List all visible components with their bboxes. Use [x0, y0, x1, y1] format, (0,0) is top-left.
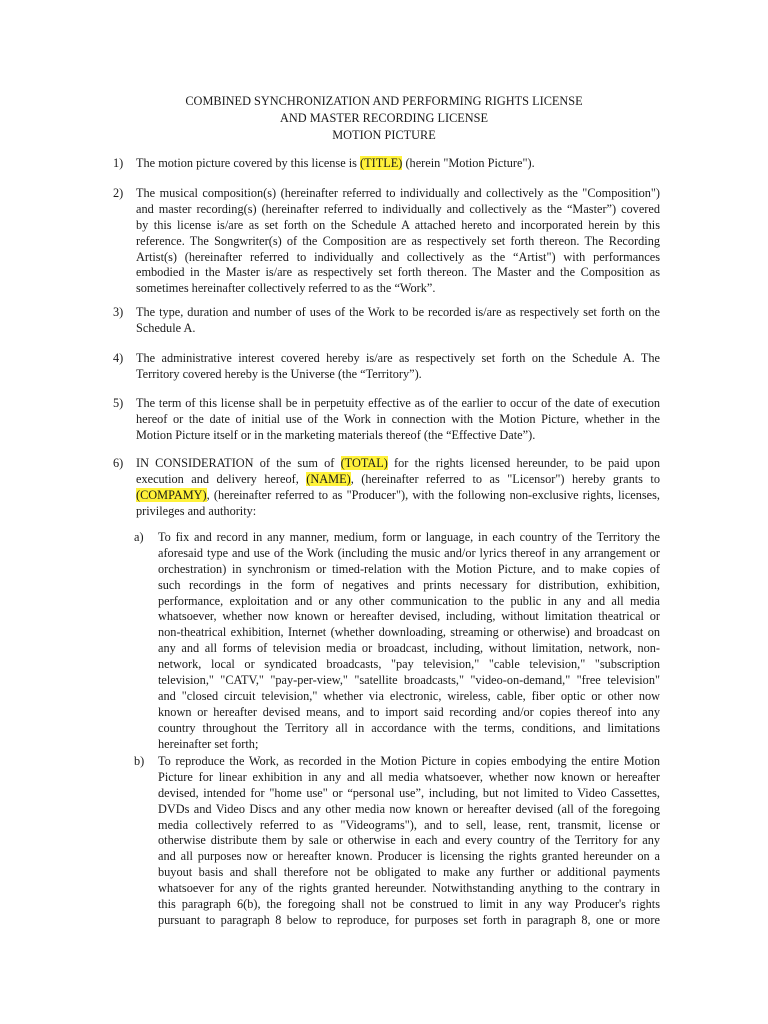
item-number: 2)	[113, 186, 124, 200]
text-line: Territory covered hereby is the Universe (the “Territory”).	[136, 366, 422, 381]
text-line: buyout basis and shall therefore not be obligated to make any further or additional payments	[158, 865, 660, 880]
text-line: The motion picture covered by this license is (TITLE) (herein "Motion Picture").	[136, 156, 535, 170]
item-number: 3)	[113, 305, 124, 319]
text-line: television," "CATV," "pay-per-view," "satellite broadcasts," "video-on-demand," "free television"	[158, 673, 660, 688]
text-line: Motion Picture itself or in the marketing materials thereof (the “Effective Date”).	[136, 427, 536, 442]
text-line: The type, duration and number of uses of the Work to be recorded is/are as respectively set forth on the	[136, 305, 660, 319]
item-text	[136, 396, 660, 444]
text-line: sometimes hereinafter collectively referred to as the “Work”.	[136, 281, 436, 296]
item-number: 1)	[113, 156, 124, 170]
item-number: 6)	[113, 456, 124, 470]
text-line: To fix and record in any manner, medium, form or language, in each country of the Territory the	[158, 530, 660, 544]
item-number: 5)	[113, 396, 124, 410]
text-line: media collectively referred to as "Videograms"), and to sell, lease, rent, transmit, license or	[158, 817, 660, 832]
highlighted-placeholder: (NAME)	[306, 471, 351, 486]
text-line: DVDs and Video Discs and any other media now known or hereafter devised (all of the foregoing	[158, 801, 660, 816]
text-line: aforesaid type and use of the Work (including the music and/or lyrics thereof in any arrangement or	[158, 545, 660, 560]
text-line: known or hereafter devised means, and to import said recording and/or copies thereof into any	[158, 704, 660, 719]
highlighted-placeholder: (TOTAL)	[340, 456, 388, 470]
text-line: any and all forms of television media or broadcast, including, without limitation, network, non-	[158, 641, 660, 656]
item-text	[136, 305, 660, 337]
text-line: execution and delivery hereof, (NAME), (hereinafter referred to as "Licensor") hereby grants to	[136, 471, 660, 486]
item-text	[136, 456, 660, 520]
text-line: pursuant to paragraph 8 below to reproduce, for purposes set forth in paragraph 8, one or more	[158, 912, 660, 927]
text-line: non-theatrical exhibition, Internet (whether downloading, streaming or otherwise) and broadcast on	[158, 625, 660, 640]
highlighted-placeholder: (TITLE)	[360, 156, 403, 170]
text-line: performance, exploitation and or any other communication to the public in any and all media	[158, 593, 660, 608]
text-line: orchestration) in synchronism or timed-relation with the Motion Picture, and to make copies of	[158, 561, 660, 576]
item-text	[136, 156, 660, 172]
subitem-text	[158, 754, 660, 929]
highlighted-placeholder: (COMPAMY)	[136, 487, 207, 502]
text-line: To reproduce the Work, as recorded in the Motion Picture in copies embodying the entire Motion	[158, 754, 660, 768]
text-line: hereof or the date of initial use of the Work in connection with the Motion Picture, whether in the	[136, 411, 660, 426]
text-line: and master recording(s) (hereinafter referred to individually and collectively as the “Master”) covered	[136, 201, 660, 216]
text-line: The term of this license shall be in perpetuity effective as of the earlier to occur of the date of execution	[136, 396, 660, 410]
text-line: hereinafter set forth;	[158, 736, 259, 751]
text-line: (COMPAMY), (hereinafter referred to as "Producer"), with the following non-exclusive rights, licenses,	[136, 487, 660, 502]
subitem-letter: a)	[134, 530, 144, 544]
item-text	[136, 186, 660, 297]
text-line: by this license is/are as set forth on the Schedule A attached hereto and incorporated herein by this	[136, 217, 660, 232]
text-line: such recordings in the form of negatives and prints necessary for distribution, exhibition,	[158, 577, 660, 592]
document-title	[0, 93, 768, 144]
text-line: network, local or syndicated broadcasts, "pay television," "cable television," "subscription	[158, 657, 660, 672]
text-line: Picture for linear exhibition in any and all media whatsoever, whether now known or hereafter	[158, 769, 660, 784]
text-line: and all purposes now or hereafter known. Producer is licensing the rights granted hereunder on a	[158, 849, 660, 864]
text-line: The musical composition(s) (hereinafter referred to individually and collectively as the "Composition")	[136, 186, 660, 200]
text-line: IN CONSIDERATION of the sum of (TOTAL) for the rights licensed hereunder, to be paid upon	[136, 456, 660, 470]
title-line: COMBINED SYNCHRONIZATION AND PERFORMING RIGHTS LICENSE	[185, 94, 583, 108]
text-line: embodied in the Master is/are as respectively set forth thereon. The Master and the Composition as	[136, 265, 660, 280]
text-line: this paragraph 6(b), the foregoing shall not be construed to limit in any way Producer's rights	[158, 897, 660, 912]
text-line: Schedule A.	[136, 320, 196, 335]
text-line: country throughout the Territory all in accordance with the terms, conditions, and limitations	[158, 720, 660, 735]
text-line: devised, intended for "home use" or “personal use”, including, but not limited to Video Cassettes,	[158, 785, 660, 800]
item-text	[136, 351, 660, 383]
subitem-letter: b)	[134, 754, 145, 768]
text-line: and "closed circuit television," whether via electronic, wireless, cable, fiber optic or other now	[158, 688, 660, 703]
subitem-text	[158, 530, 660, 752]
text-line: otherwise distribute them by sale or otherwise in each and every country of the Territory for any	[158, 833, 660, 848]
title-line: MOTION PICTURE	[332, 128, 436, 142]
text-line: whatsoever, whether now known or hereafter devised, including, without limitation theatrical or	[158, 609, 660, 624]
text-line: The administrative interest covered hereby is/are as respectively set forth on the Schedule A. The	[136, 351, 660, 365]
text-line: whatsoever for any of the rights granted hereunder. Notwithstanding anything to the contrary in	[158, 881, 660, 896]
item-number: 4)	[113, 351, 124, 365]
text-line: reference. The Songwriter(s) of the Composition are as respectively set forth thereon. The Recording	[136, 233, 660, 248]
text-line: privileges and authority:	[136, 503, 257, 518]
text-line: Artist(s) (hereinafter referred to individually and collectively as the “Artist") with performances	[136, 249, 660, 264]
title-line: AND MASTER RECORDING LICENSE	[279, 111, 489, 125]
